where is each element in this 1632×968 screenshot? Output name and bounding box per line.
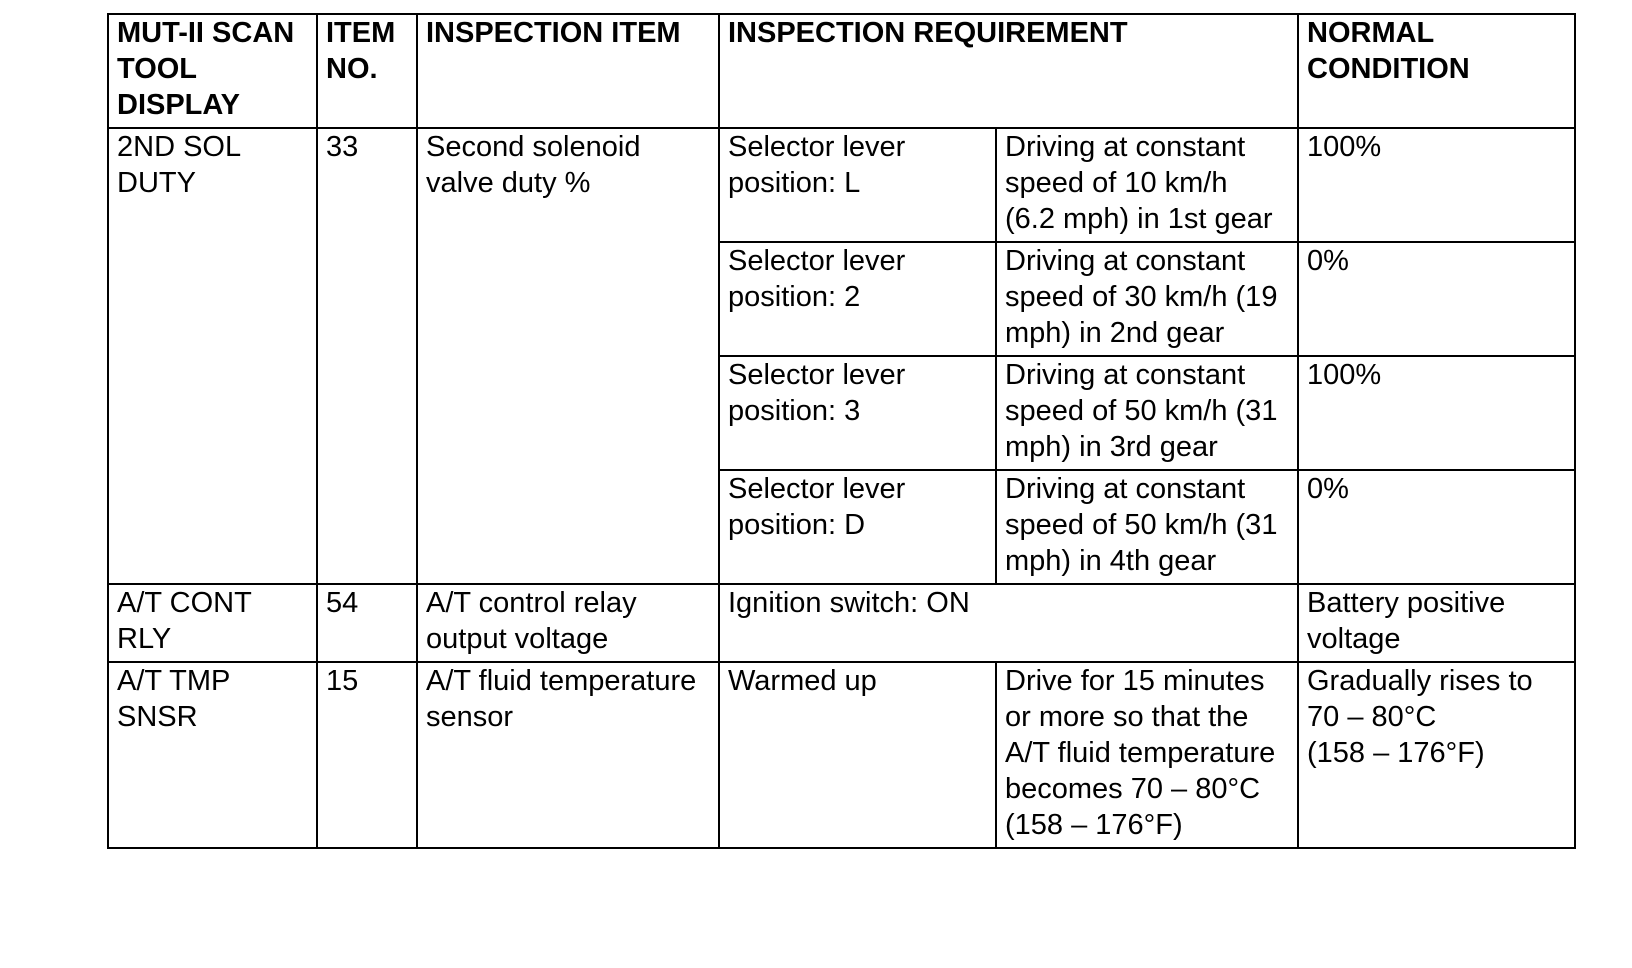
driving-condition-cell: Driving at constant speed of 50 km/h (31 mph) in 3rd gear	[996, 356, 1298, 470]
inspection-item-cell: A/T fluid temperature sensor	[417, 662, 719, 848]
inspection-requirement-cell: Ignition switch: ON	[719, 584, 1298, 662]
normal-condition-cell: Battery positive voltage	[1298, 584, 1575, 662]
normal-condition-cell: 100%	[1298, 356, 1575, 470]
scan-tool-display-cell: A/T TMP SNSR	[108, 662, 317, 848]
table-row	[108, 662, 1575, 848]
normal-condition-cell: 0%	[1298, 242, 1575, 356]
driving-condition-cell: Drive for 15 minutes or more so that the A/T fluid temperature becomes 70 – 80°C (158 – 176°F)	[996, 662, 1298, 848]
scan-tool-display-cell: 2ND SOL DUTY	[108, 128, 317, 584]
normal-condition-cell: Gradually rises to 70 – 80°C (158 – 176°F)	[1298, 662, 1575, 848]
selector-position-cell: Selector lever position: 2	[719, 242, 996, 356]
inspection-item-cell: A/T control relay output voltage	[417, 584, 719, 662]
driving-condition-cell: Driving at constant speed of 50 km/h (31 mph) in 4th gear	[996, 470, 1298, 584]
table-row	[108, 128, 1575, 242]
header-inspection-requirement: INSPECTION REQUIREMENT	[719, 14, 1298, 128]
item-no-cell: 33	[317, 128, 417, 584]
driving-condition-cell: Driving at constant speed of 30 km/h (19 mph) in 2nd gear	[996, 242, 1298, 356]
item-no-cell: 54	[317, 584, 417, 662]
inspection-item-cell: Second solenoid valve duty %	[417, 128, 719, 584]
header-row	[108, 14, 1575, 128]
normal-condition-cell: 100%	[1298, 128, 1575, 242]
scan-tool-display-cell: A/T CONT RLY	[108, 584, 317, 662]
selector-position-cell: Selector lever position: D	[719, 470, 996, 584]
driving-condition-cell: Driving at constant speed of 10 km/h (6.2 mph) in 1st gear	[996, 128, 1298, 242]
inspection-requirement-cell: Warmed up	[719, 662, 996, 848]
header-scan-tool-display: MUT-II SCAN TOOL DISPLAY	[108, 14, 317, 128]
selector-position-cell: Selector lever position: 3	[719, 356, 996, 470]
item-no-cell: 15	[317, 662, 417, 848]
table-row	[108, 584, 1575, 662]
header-inspection-item: INSPECTION ITEM	[417, 14, 719, 128]
header-normal-condition: NORMAL CONDITION	[1298, 14, 1575, 128]
inspection-table	[107, 13, 1576, 849]
header-item-no: ITEM NO.	[317, 14, 417, 128]
normal-condition-cell: 0%	[1298, 470, 1575, 584]
selector-position-cell: Selector lever position: L	[719, 128, 996, 242]
